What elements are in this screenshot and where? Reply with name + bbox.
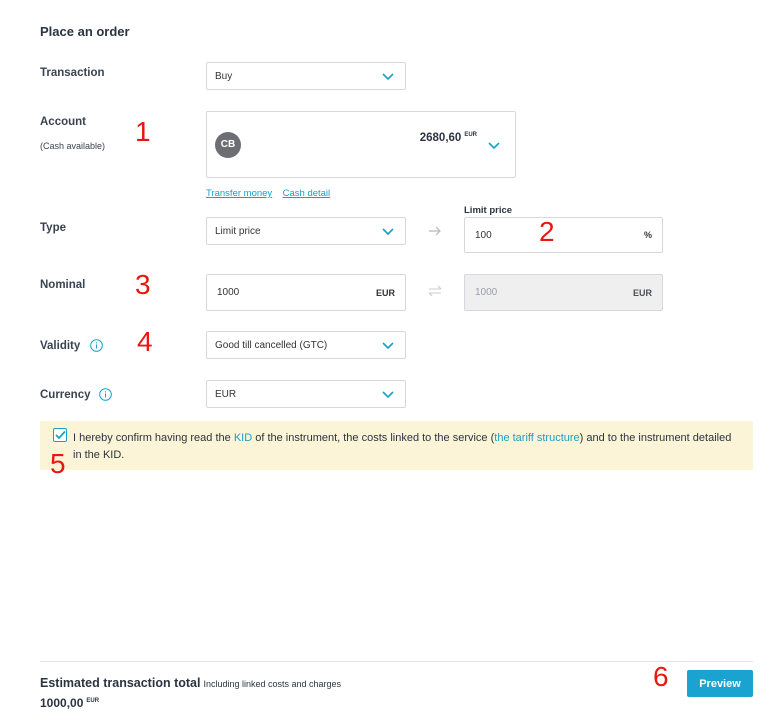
account-amount: 2680,60 bbox=[419, 131, 462, 144]
transaction-select[interactable] bbox=[206, 62, 406, 90]
currency-select[interactable] bbox=[206, 380, 406, 408]
kid-text-1: I hereby confirm having read the bbox=[73, 432, 234, 444]
total-sublabel: Including linked costs and charges bbox=[203, 679, 342, 689]
swap-arrows-icon bbox=[427, 284, 443, 302]
account-currency: EUR bbox=[464, 131, 477, 138]
chevron-down-icon bbox=[487, 138, 501, 152]
transaction-value: Buy bbox=[215, 70, 233, 82]
account-label: Account bbox=[40, 116, 86, 128]
annotation-3: 3 bbox=[135, 269, 151, 300]
transfer-money-link[interactable]: Transfer money bbox=[206, 188, 273, 199]
currency-label: Currency bbox=[40, 389, 91, 401]
limit-price-unit: % bbox=[643, 230, 652, 240]
type-select[interactable] bbox=[206, 217, 406, 245]
annotation-5: 5 bbox=[50, 448, 66, 479]
account-sublabel: (Cash available) bbox=[40, 141, 106, 151]
arrow-right-icon bbox=[428, 224, 442, 242]
kid-link[interactable]: KID bbox=[233, 432, 253, 444]
total-amount: 1000,00 bbox=[40, 696, 84, 710]
transaction-label: Transaction bbox=[40, 67, 105, 79]
nominal-converted-field bbox=[464, 274, 663, 311]
nominal-converted-unit: EUR bbox=[632, 287, 652, 298]
kid-checkbox[interactable] bbox=[53, 428, 67, 442]
currency-value: EUR bbox=[215, 388, 237, 400]
type-value: Limit price bbox=[215, 225, 261, 237]
annotation-2: 2 bbox=[539, 216, 555, 247]
type-label: Type bbox=[40, 222, 66, 234]
limit-price-input[interactable] bbox=[464, 217, 663, 253]
cash-detail-link[interactable]: Cash detail bbox=[282, 188, 331, 199]
chevron-down-icon bbox=[381, 338, 395, 352]
page-title: Place an order bbox=[40, 24, 130, 39]
nominal-label: Nominal bbox=[40, 279, 86, 291]
tariff-structure-link[interactable]: the tariff structure bbox=[494, 432, 580, 444]
kid-confirmation-text bbox=[73, 430, 738, 464]
total-label-text: Estimated transaction total bbox=[40, 676, 201, 690]
footer-divider bbox=[40, 661, 753, 662]
annotation-6: 6 bbox=[653, 661, 669, 692]
info-icon[interactable] bbox=[99, 388, 112, 401]
annotation-4: 4 bbox=[137, 326, 153, 357]
chevron-down-icon bbox=[381, 224, 395, 238]
kid-text-3: ) and to the instrument detailed in the KID. bbox=[73, 432, 732, 461]
chevron-down-icon bbox=[381, 387, 395, 401]
estimated-total-label bbox=[40, 676, 341, 690]
account-select[interactable] bbox=[206, 111, 516, 178]
validity-label: Validity bbox=[40, 340, 81, 352]
nominal-value: 1000 bbox=[217, 287, 240, 298]
validity-select[interactable] bbox=[206, 331, 406, 359]
avatar: CB bbox=[215, 132, 241, 158]
limit-price-label: Limit price bbox=[464, 205, 513, 216]
chevron-down-icon bbox=[381, 69, 395, 83]
account-balance bbox=[241, 132, 477, 144]
nominal-input[interactable] bbox=[206, 274, 406, 311]
nominal-converted-value: 1000 bbox=[475, 287, 498, 298]
nominal-unit: EUR bbox=[375, 287, 395, 298]
limit-price-value: 100 bbox=[475, 229, 492, 241]
annotation-1: 1 bbox=[135, 116, 151, 147]
total-currency: EUR bbox=[86, 698, 100, 704]
preview-button[interactable]: Preview bbox=[687, 670, 753, 697]
checkmark-icon bbox=[55, 430, 66, 440]
estimated-total-value bbox=[40, 696, 99, 710]
validity-value: Good till cancelled (GTC) bbox=[215, 339, 328, 351]
info-icon[interactable] bbox=[90, 339, 103, 352]
kid-text-2: of the instrument, the costs linked to the service ( bbox=[252, 432, 495, 444]
